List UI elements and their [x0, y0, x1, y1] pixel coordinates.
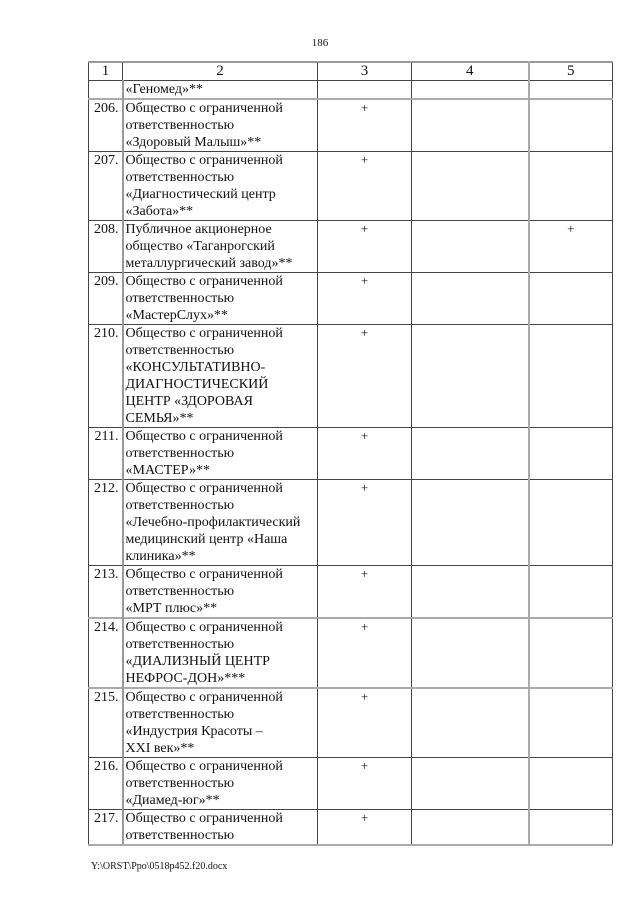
- organization-name-line: «Лечебно-профилактический: [125, 515, 301, 530]
- mark-cell-col4: [412, 688, 529, 758]
- header-col-5: 5: [529, 62, 613, 81]
- row-number: 215.: [89, 688, 123, 758]
- organization-name-line: ответственностью: [125, 343, 235, 358]
- plus-mark: +: [360, 428, 369, 443]
- table-row: [89, 81, 613, 100]
- organization-name-line: Общество с ограниченной: [125, 620, 283, 635]
- mark-cell-col3: [318, 81, 412, 100]
- row-number: 213.: [89, 566, 123, 619]
- organization-name-line: «МастерСлух»**: [125, 308, 229, 323]
- mark-cell-col5: [529, 81, 613, 100]
- mark-cell-col5: [529, 325, 613, 428]
- organization-name: [123, 152, 318, 221]
- organization-name-line: Общество с ограниченной: [125, 481, 283, 496]
- organization-name-line: СЕМЬЯ»**: [125, 411, 194, 426]
- mark-cell-col5: [529, 688, 613, 758]
- organization-name: [123, 618, 318, 688]
- table-row: [89, 758, 613, 810]
- organization-name-line: НЕФРОС-ДОН»***: [125, 671, 246, 686]
- mark-cell-col4: [412, 618, 529, 688]
- mark-cell-col3: [318, 99, 412, 152]
- organization-name-line: Общество с ограниченной: [125, 759, 283, 774]
- plus-mark: +: [360, 619, 369, 634]
- row-number: 208.: [89, 221, 123, 273]
- plus-mark: +: [360, 221, 369, 236]
- organization-name-line: Общество с ограниченной: [125, 153, 283, 168]
- mark-cell-col5: [529, 221, 613, 273]
- organization-name-line: медицинский центр «Наша: [125, 532, 288, 547]
- mark-cell-col3: [318, 325, 412, 428]
- table-row: [89, 273, 613, 325]
- header-col-2: 2: [123, 62, 318, 81]
- mark-cell-col4: [412, 81, 529, 100]
- organization-name-line: «МАСТЕР»**: [125, 463, 210, 478]
- organization-name: [123, 325, 318, 428]
- organization-name: [123, 428, 318, 480]
- organization-name: [123, 566, 318, 619]
- mark-cell-col3: [318, 758, 412, 810]
- table-row: [89, 618, 613, 688]
- organization-name: [123, 99, 318, 152]
- header-col-3: 3: [318, 62, 412, 81]
- mark-cell-col3: [318, 428, 412, 480]
- mark-cell-col3: [318, 566, 412, 619]
- mark-cell-col5: [529, 758, 613, 810]
- mark-cell-col4: [412, 221, 529, 273]
- plus-mark: +: [360, 325, 369, 340]
- mark-cell-col4: [412, 758, 529, 810]
- plus-mark: +: [360, 566, 369, 581]
- mark-cell-col5: [529, 618, 613, 688]
- organization-name-line: Общество с ограниченной: [125, 326, 283, 341]
- organization-name-line: Общество с ограниченной: [125, 429, 283, 444]
- organization-name-line: «Индустрия Красоты –: [125, 724, 263, 739]
- organization-name: [123, 81, 318, 100]
- organization-name: [123, 810, 318, 846]
- row-number: [89, 81, 123, 100]
- mark-cell-col3: [318, 273, 412, 325]
- plus-mark: +: [360, 152, 369, 167]
- row-number: 206.: [89, 99, 123, 152]
- organization-name-line: «МРТ плюс»**: [125, 601, 218, 616]
- table-row: [89, 566, 613, 619]
- row-number: 212.: [89, 480, 123, 566]
- organization-name-line: «Диамед-юг»**: [125, 793, 220, 808]
- table-row: [89, 325, 613, 428]
- organization-name: [123, 221, 318, 273]
- organization-name-line: ответственностью: [125, 498, 235, 513]
- organization-name-line: ответственностью: [125, 828, 235, 843]
- organization-name: [123, 480, 318, 566]
- table-row: [89, 152, 613, 221]
- row-number: 216.: [89, 758, 123, 810]
- mark-cell-col5: [529, 99, 613, 152]
- row-number: 211.: [89, 428, 123, 480]
- organization-name-line: ответственностью: [125, 291, 235, 306]
- plus-mark: +: [360, 273, 369, 288]
- organization-name-line: «КОНСУЛЬТАТИВНО-: [125, 360, 266, 375]
- row-number: 210.: [89, 325, 123, 428]
- mark-cell-col4: [412, 480, 529, 566]
- mark-cell-col4: [412, 428, 529, 480]
- organization-name-line: ответственностью: [125, 584, 235, 599]
- organization-name-line: ответственностью: [125, 118, 235, 133]
- organization-name-line: «Здоровый Малыш»**: [125, 135, 262, 150]
- plus-mark: +: [567, 221, 575, 236]
- organization-name-line: Публичное акционерное: [125, 222, 272, 237]
- mark-cell-col5: [529, 810, 613, 846]
- mark-cell-col4: [412, 152, 529, 221]
- plus-mark: +: [360, 689, 369, 704]
- organization-name-line: Общество с ограниченной: [125, 690, 283, 705]
- page-number: 186: [311, 37, 329, 49]
- table-row: [89, 810, 613, 846]
- organization-name: [123, 688, 318, 758]
- mark-cell-col3: [318, 152, 412, 221]
- organization-name-line: «ДИАЛИЗНЫЙ ЦЕНТР: [125, 654, 270, 669]
- organization-name-line: металлургический завод»**: [125, 256, 293, 271]
- organization-name-line: ответственностью: [125, 170, 235, 185]
- organization-name: [123, 273, 318, 325]
- organization-name-line: «Забота»**: [125, 204, 194, 219]
- plus-mark: +: [360, 100, 369, 115]
- mark-cell-col5: [529, 273, 613, 325]
- footer-file-path: Y:\ORST\Ppo\0518p452.f20.docx: [91, 861, 228, 872]
- table-header-row: [89, 62, 613, 81]
- organization-name-line: ответственностью: [125, 776, 235, 791]
- table-row: [89, 428, 613, 480]
- registry-table: [88, 61, 613, 846]
- mark-cell-col4: [412, 325, 529, 428]
- mark-cell-col4: [412, 566, 529, 619]
- mark-cell-col4: [412, 273, 529, 325]
- mark-cell-col3: [318, 480, 412, 566]
- organization-name-line: ответственностью: [125, 446, 235, 461]
- table-row: [89, 99, 613, 152]
- row-number: 217.: [89, 810, 123, 846]
- organization-name-line: ответственностью: [125, 707, 235, 722]
- mark-cell-col5: [529, 152, 613, 221]
- table-row: [89, 221, 613, 273]
- organization-name-line: общество «Таганрогский: [125, 239, 275, 254]
- row-number: 214.: [89, 618, 123, 688]
- plus-mark: +: [360, 480, 369, 495]
- table-row: [89, 688, 613, 758]
- mark-cell-col5: [529, 428, 613, 480]
- organization-name-line: клиника»**: [125, 549, 196, 564]
- organization-name-line: Общество с ограниченной: [125, 101, 283, 116]
- organization-name-line: ответственностью: [125, 637, 235, 652]
- plus-mark: +: [360, 758, 369, 773]
- row-number: 207.: [89, 152, 123, 221]
- organization-name-line: Общество с ограниченной: [125, 811, 283, 826]
- header-col-4: 4: [412, 62, 529, 81]
- organization-name-line: XXI век»**: [125, 741, 195, 756]
- organization-name-line: «Геномед»**: [125, 82, 203, 97]
- row-number: 209.: [89, 273, 123, 325]
- mark-cell-col3: [318, 618, 412, 688]
- organization-name-line: Общество с ограниченной: [125, 567, 283, 582]
- mark-cell-col5: [529, 480, 613, 566]
- mark-cell-col5: [529, 566, 613, 619]
- mark-cell-col4: [412, 810, 529, 846]
- table-row: [89, 480, 613, 566]
- organization-name-line: Общество с ограниченной: [125, 274, 283, 289]
- mark-cell-col3: [318, 810, 412, 846]
- organization-name-line: ДИАГНОСТИЧЕСКИЙ: [125, 377, 269, 392]
- organization-name-line: «Диагностический центр: [125, 187, 276, 202]
- mark-cell-col3: [318, 221, 412, 273]
- organization-name-line: ЦЕНТР «ЗДОРОВАЯ: [125, 394, 253, 409]
- header-col-1: 1: [89, 62, 123, 81]
- organization-name: [123, 758, 318, 810]
- plus-mark: +: [360, 810, 369, 825]
- mark-cell-col4: [412, 99, 529, 152]
- mark-cell-col3: [318, 688, 412, 758]
